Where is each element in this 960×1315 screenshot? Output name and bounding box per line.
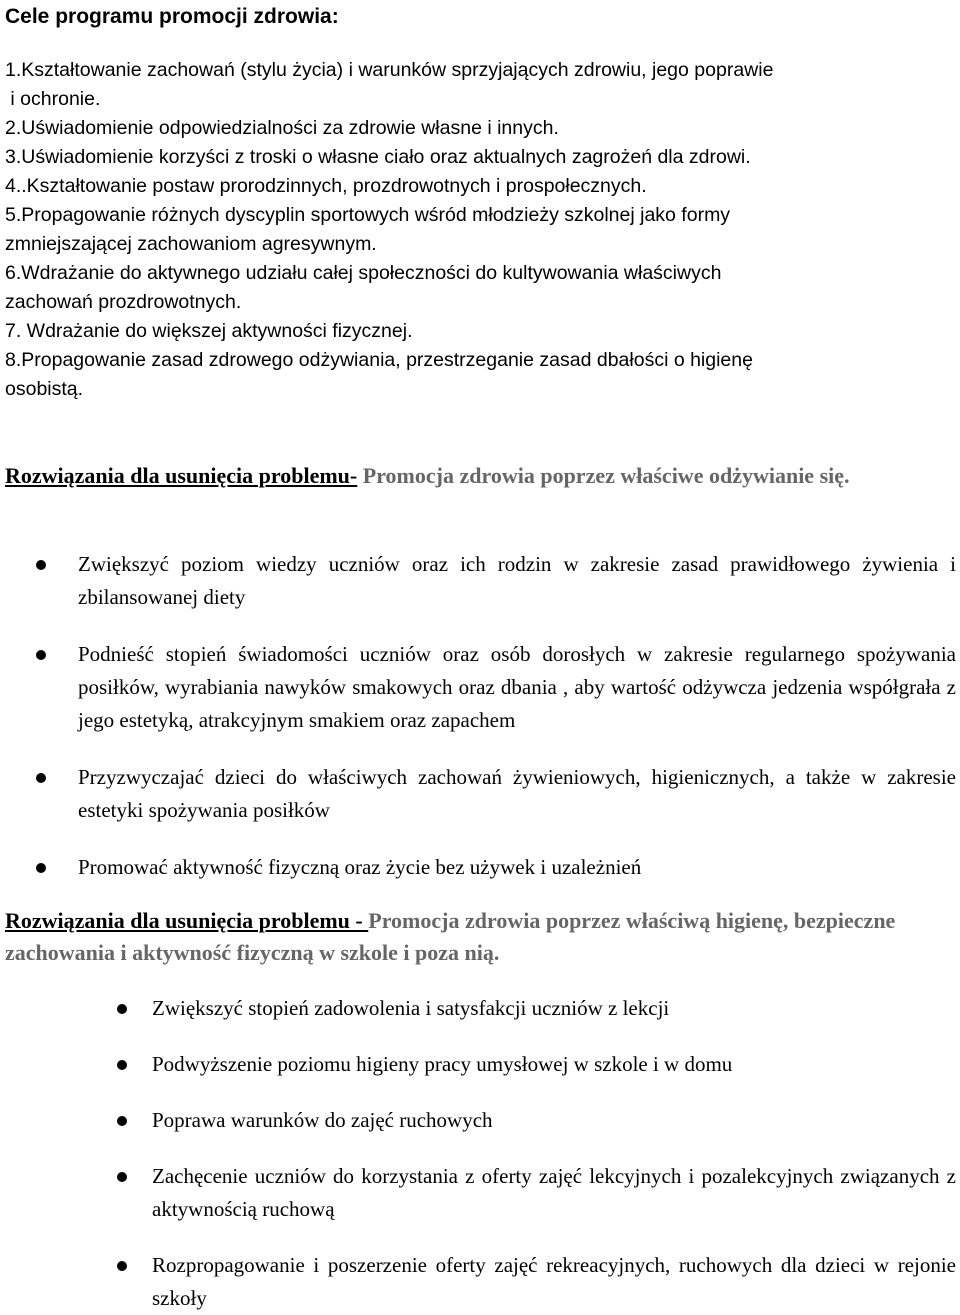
goal-line: 8.Propagowanie zasad zdrowego odżywiania, przestrzeganie zasad dbałości o higienę <box>5 349 753 371</box>
goal-line: 5.Propagowanie różnych dyscyplin sportowych wśród młodzieży szkolnej jako formy <box>5 204 731 226</box>
bullet-icon <box>36 650 46 660</box>
bullet-icon <box>117 1116 127 1126</box>
list-item-text: Podwyższenie poziomu higieny pracy umysłowej w szkole i w domu <box>152 1052 733 1076</box>
goal-line: 1.Kształtowanie zachowań (stylu życia) i warunków sprzyjających zdrowiu, jego poprawie <box>5 59 774 81</box>
goal-line: zmniejszającej zachowaniom agresywnym. <box>5 233 377 255</box>
list-item <box>0 1249 960 1315</box>
list-item-text: Zachęcenie uczniów do korzystania z oferty zajęć lekcyjnych i pozalekcyjnych związanych z aktywnością ruchową <box>152 1164 956 1221</box>
list-item <box>0 761 960 827</box>
bullet-icon <box>117 1261 127 1271</box>
goal-line: 2.Uświadomienie odpowiedzialności za zdrowie własne i innych. <box>5 117 559 139</box>
list-item <box>0 851 960 884</box>
list-item-text: Rozpropagowanie i poszerzenie oferty zajęć rekreacyjnych, ruchowych dla dzieci w rejonie szkoły <box>152 1253 956 1310</box>
bullet-icon <box>117 1172 127 1182</box>
list-item-text: Poprawa warunków do zajęć ruchowych <box>152 1108 493 1132</box>
list-item-text: Podnieść stopień świadomości uczniów oraz osób dorosłych w zakresie regularnego spożywania posiłków, wyrabiania nawyków smakowych oraz dbania , aby wartość odżywcza jedzenia współgrała z jego estetyką, atrakcyjnym smakiem oraz zapachem <box>78 642 956 732</box>
list-item <box>0 638 960 737</box>
goal-line: zachowań prozdrowotnych. <box>5 291 242 313</box>
bullet-icon <box>36 560 46 570</box>
goal-line: osobistą. <box>5 378 84 400</box>
bullet-icon <box>117 1004 127 1014</box>
list-item <box>0 1104 960 1137</box>
goal-line: i ochronie. <box>5 88 101 110</box>
nutrition-solutions-list <box>0 548 960 884</box>
list-item-text: Promować aktywność fizyczną oraz życie bez używek i uzależnień <box>78 855 642 879</box>
bullet-icon <box>36 773 46 783</box>
list-item-text: Przyzwyczajać dzieci do właściwych zachowań żywieniowych, higienicznych, a także w zakresie estetyki spożywania posiłków <box>78 765 956 822</box>
goal-line: 3.Uświadomienie korzyści z troski o własne ciało oraz aktualnych zagrożeń dla zdrowi. <box>5 146 751 168</box>
list-item <box>0 548 960 614</box>
list-item <box>0 1048 960 1081</box>
goals-list <box>5 56 955 404</box>
list-item-text: Zwiększyć stopień zadowolenia i satysfakcji uczniów z lekcji <box>152 996 670 1020</box>
document-heading: Cele programu promocji zdrowia: <box>5 5 339 28</box>
list-item-text: Zwiększyć poziom wiedzy uczniów oraz ich rodzin w zakresie zasad prawidłowego żywienia i zbilansowanej diety <box>78 552 956 609</box>
goal-line: 7. Wdrażanie do większej aktywności fizycznej. <box>5 320 413 342</box>
section-heading-hygiene <box>5 905 955 969</box>
section-label: Rozwiązania dla usunięcia problemu- <box>5 463 358 488</box>
goal-line: 6.Wdrażanie do aktywnego udziału całej społeczności do kultywowania właściwych <box>5 262 722 284</box>
section-heading-nutrition <box>5 460 955 492</box>
goal-line: 4..Kształtowanie postaw prorodzinnych, prozdrowotnych i prospołecznych. <box>5 175 647 197</box>
list-item <box>0 992 960 1025</box>
section-label: Rozwiązania dla usunięcia problemu - <box>5 908 369 933</box>
hygiene-solutions-list <box>0 992 960 1315</box>
bullet-icon <box>117 1060 127 1070</box>
list-item <box>0 1160 960 1226</box>
section-title: Promocja zdrowia poprzez właściwe odżywianie się. <box>357 463 850 488</box>
section-title: Promocja zdrowia poprzez właściwą higienę, bezpieczne zachowania i aktywność fizyczną w szkole i poza nią. <box>5 908 896 965</box>
bullet-icon <box>36 863 46 873</box>
